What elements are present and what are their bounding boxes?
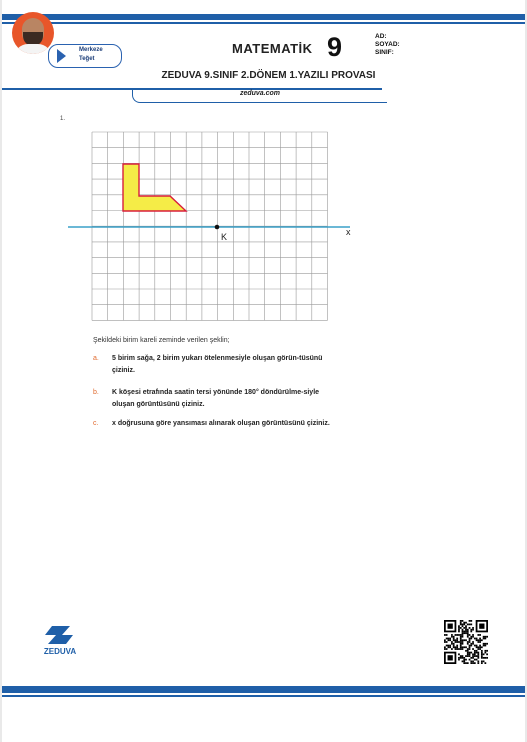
question-prompt: Şekildeki birim kareli zeminde verilen şeklin; (93, 337, 230, 344)
subject-title: MATEMATİK (232, 41, 313, 56)
qr-code-icon (444, 620, 488, 664)
bottom-stripe (2, 686, 525, 693)
bottom-stripe-thin (2, 695, 525, 697)
site-url: zeduva.com (132, 90, 387, 103)
item-a-text: 5 birim sağa, 2 birim yukarı ötelenmesiyle oluşan görün-tüsünü çiziniz. (112, 355, 323, 374)
unit-grid (92, 132, 328, 320)
item-c-text: x doğrusuna göre yansıması alınarak oluşan görüntüsünü çiziniz. (112, 420, 330, 427)
grade-number: 9 (327, 32, 343, 62)
axis-label: x (346, 227, 351, 237)
item-b-label: b. (93, 389, 99, 396)
info-soyad: SOYAD: (375, 41, 400, 48)
badge-line1: Merkeze (79, 47, 103, 53)
info-ad: AD: (375, 33, 387, 40)
exam-page (2, 0, 525, 742)
footer-logo-text: ZEDUVA (43, 647, 77, 656)
item-c-label: c. (93, 420, 99, 427)
item-b-text: K köşesi etrafında saatin tersi yönünde 180° döndürülme-siyle oluşan görüntüsünü çiziniz. (112, 389, 320, 408)
item-a-label: a. (93, 355, 99, 362)
exam-title: ZEDUVA 9.SINIF 2.DÖNEM 1.YAZILI PROVASI (161, 70, 376, 81)
question-number: 1. (60, 116, 66, 122)
info-sinif: SINIF: (375, 49, 394, 56)
point-k-label: K (221, 232, 228, 242)
badge-line2: Teğet (79, 56, 95, 62)
point-k (215, 225, 220, 230)
